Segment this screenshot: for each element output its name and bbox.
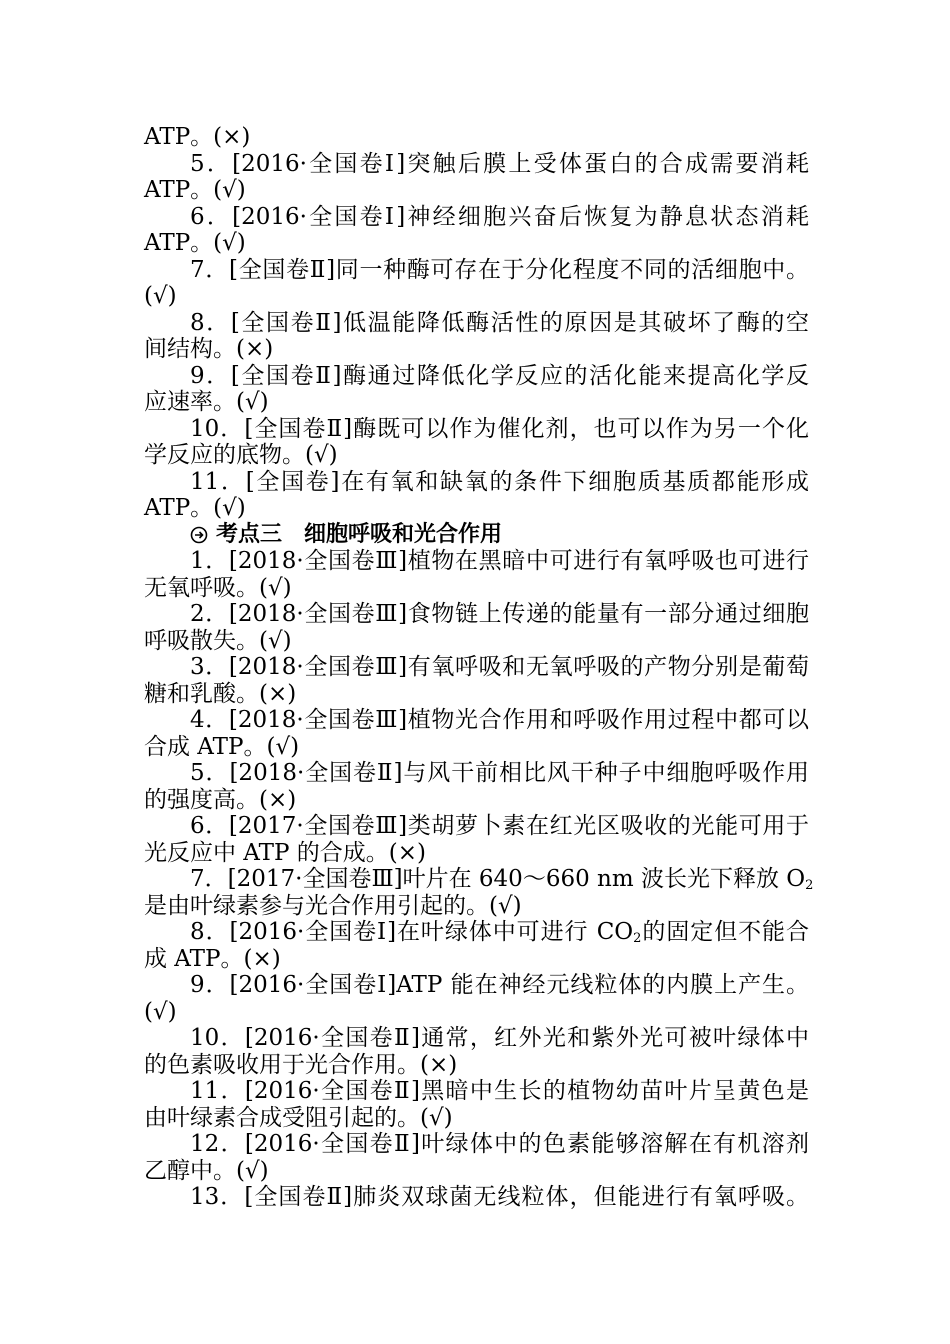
text-span: 的固定但不能合: [641, 919, 809, 945]
question-4: 4．[2018·全国卷Ⅲ]植物光合作用和呼吸作用过程中都可以: [190, 707, 809, 733]
text-line: 应速率。(√): [144, 389, 269, 415]
text-line: 间结构。(×): [144, 336, 274, 362]
circle-arrow-icon: [190, 526, 208, 544]
question-9: 9．[2016·全国卷Ⅰ]ATP 能在神经元线粒体的内膜上产生。: [190, 972, 809, 998]
question-13: 13．[全国卷Ⅱ]肺炎双球菌无线粒体，但能进行有氧呼吸。: [190, 1184, 809, 1210]
text-line: 呼吸散失。(√): [144, 627, 292, 654]
question-1: 1．[2018·全国卷Ⅲ]植物在黑暗中可进行有氧呼吸也可进行: [190, 548, 809, 574]
text-line: 的色素吸收用于光合作用。(×): [144, 1051, 458, 1078]
question-5: 5．[2018·全国卷Ⅱ]与风干前相比风干种子中细胞呼吸作用: [190, 760, 809, 786]
question-2: 2．[2018·全国卷Ⅲ]食物链上传递的能量有一部分通过细胞: [190, 601, 809, 627]
text-line: (√): [144, 998, 177, 1025]
text-line: 无氧呼吸。(√): [144, 574, 292, 601]
question-10: 10．[2016·全国卷Ⅱ]通常，红外光和紫外光可被叶绿体中: [190, 1025, 809, 1051]
text-line: 乙醇中。(√): [144, 1157, 269, 1184]
text-line: 的强度高。(×): [144, 786, 297, 813]
question-3: 3．[2018·全国卷Ⅲ]有氧呼吸和无氧呼吸的产物分别是葡萄: [190, 654, 809, 680]
text-span: 8．[2016·全国卷Ⅰ]在叶绿体中可进行 CO: [190, 919, 634, 945]
question-11: 11．[全国卷]在有氧和缺氧的条件下细胞质基质都能形成: [190, 468, 809, 495]
question-11: 11．[2016·全国卷Ⅱ]黑暗中生长的植物幼苗叶片呈黄色是: [190, 1078, 809, 1104]
text-line: 糖和乳酸。(×): [144, 680, 297, 707]
document-body: [144, 124, 814, 1211]
question-10: 10．[全国卷Ⅱ]酶既可以作为催化剂，也可以作为另一个化: [190, 415, 809, 442]
text-line: (√): [144, 283, 177, 309]
text-line: 合成 ATP。(√): [144, 733, 300, 760]
text-line: 光反应中 ATP 的合成。(×): [144, 839, 427, 866]
text-line: ATP。(√): [144, 177, 246, 203]
text-line: ATP。(×): [144, 124, 251, 150]
question-9: 9．[全国卷Ⅱ]酶通过降低化学反应的活化能来提高化学反: [190, 362, 809, 389]
text-line: ATP。(√): [144, 230, 246, 256]
subscript: 2: [633, 931, 642, 946]
section-heading: [144, 522, 809, 549]
question-12: 12．[2016·全国卷Ⅱ]叶绿体中的色素能够溶解在有机溶剂: [190, 1131, 809, 1157]
question-6: 6．[2016·全国卷Ⅰ]神经细胞兴奋后恢复为静息状态消耗: [190, 203, 809, 230]
question-8: 8．[全国卷Ⅱ]低温能降低酶活性的原因是其破坏了酶的空: [190, 309, 809, 336]
question-8: [144, 919, 809, 946]
text-line: 学反应的底物。(√): [144, 442, 338, 468]
text-span: 7．[2017·全国卷Ⅲ]叶片在 640～660 nm 波长光下释放 O: [190, 866, 806, 892]
text-line: 是由叶绿素参与光合作用引起的。(√): [144, 892, 522, 919]
question-6: 6．[2017·全国卷Ⅲ]类胡萝卜素在红光区吸收的光能可用于: [190, 813, 809, 839]
text-line: ATP。(√): [144, 495, 246, 521]
question-5: 5．[2016·全国卷Ⅰ]突触后膜上受体蛋白的合成需要消耗: [190, 150, 809, 177]
subscript: 2: [805, 878, 814, 893]
question-7: 7．[全国卷Ⅱ]同一种酶可存在于分化程度不同的活细胞中。: [190, 256, 809, 283]
question-7: [144, 866, 814, 893]
text-line: 由叶绿素合成受阻引起的。(√): [144, 1104, 453, 1131]
section-title: 考点三 细胞呼吸和光合作用: [216, 521, 503, 547]
text-line: 成 ATP。(×): [144, 945, 281, 972]
